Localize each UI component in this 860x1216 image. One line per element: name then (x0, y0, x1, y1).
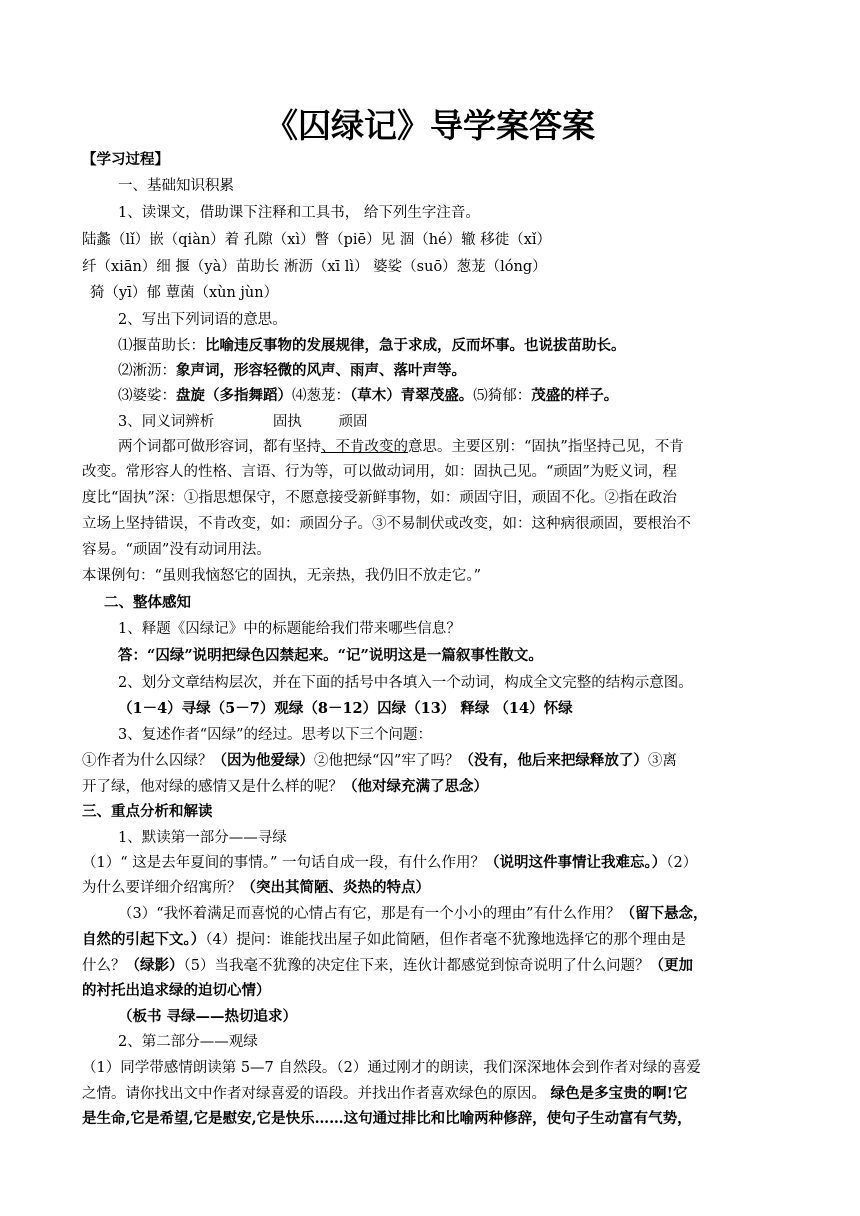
pinyin-line-2: 纤（xiān）细 揠（yà）苗助长 淅沥（xī lì） 婆娑（suō）葱茏（lóng） (82, 259, 547, 275)
part1-line-3 (118, 903, 708, 925)
part2-line-3: 是生命,它是希望,它是慰安,它是快乐……这句通过排比和比喻两种修辞，使句子生动富有气势， (82, 1110, 692, 1127)
part1-line-4 (82, 929, 686, 951)
definition-5-answer: 茂盛的样子。 (531, 387, 619, 404)
synonym-paragraph-line-5: 容易。“顽固”没有动词用法。 (82, 542, 271, 558)
definition-2 (118, 360, 466, 382)
section1-question2: 2、写出下列词语的意思。 (118, 312, 287, 328)
section2-question1: 1、释题《囚绿记》中的标题能给我们带来哪些信息？ (118, 621, 461, 637)
synonym-paragraph-line-2: 改变。常形容人的性格、言语、行为等，可以做动词用，如：固执己见。“顽固”为贬义词，程 (82, 464, 677, 480)
definition-1 (118, 335, 626, 357)
underlined-segment: 、不肯改变的 (321, 439, 408, 455)
text-segment: ②他把绿“囚”牢了吗？ (314, 753, 460, 769)
document-title: 《囚绿记》导学案答案 (265, 106, 595, 145)
text-segment: （2） (666, 855, 698, 871)
part2-title: 2、第二部分——观绿 (118, 1034, 258, 1050)
section3-heading: 三、重点分析和解读 (82, 803, 213, 820)
definition-4-answer: （草木）青翠茂盛。 (350, 387, 474, 404)
synonym-paragraph-line-3: 度比“固执”深：①指思想保守，不愿意接受新鲜事物，如：顽固守旧，顽固不化。②指在政治 (82, 490, 677, 506)
text-segment: 之情。请你找出文中作者对绿喜爱的语段。并找出作者喜欢绿色的原因。 (82, 1086, 551, 1102)
board-note: （板书 寻绿——热切追求） (118, 1008, 298, 1025)
definition-3-answer: 盘旋（多指舞蹈） (176, 387, 292, 404)
definition-2-label: ⑵淅沥： (118, 363, 176, 379)
text-segment: （5）当我毫不犹豫的决定住下来，连伙计都感觉到惊奇说明了什么问题？ (183, 958, 650, 974)
answer-segment: 自然的引起下文。） (82, 931, 206, 948)
synonym-word-1: 固执 (272, 414, 302, 430)
definitions-3-5 (118, 385, 618, 407)
synonym-question: 3、同义词辨析 (118, 414, 215, 430)
text-segment: ③离 (647, 753, 677, 769)
section1-question3 (118, 411, 367, 433)
section1-question1: 1、读课文，借助课下注释和工具书， 给下列生字注音。 (118, 205, 480, 221)
answer-segment: （突出其简陋、炎热的特点） (241, 879, 430, 896)
answer-segment: （更加 (649, 957, 693, 974)
definition-5-label: ⑸猗郁： (473, 388, 532, 404)
part1-title: 1、默读第一部分——寻绿 (118, 830, 287, 846)
answer-segment: （说明这件事情让我难忘。） (485, 854, 667, 871)
text-segment: 两个词都可做形容词，都有坚持 (118, 439, 321, 455)
definition-1-answer: 比喻违反事物的发展规律，急于求成，反而坏事。也说拔苗助长。 (205, 337, 626, 354)
part1-line-1 (82, 852, 697, 874)
definition-1-label: ⑴揠苗助长： (118, 338, 205, 354)
pinyin-line-1: 陆蠡（lǐ）嵌（qiàn）着 孔隙（xì）瞥（piē）见 涸（hé）辙 移徙（xǐ） (82, 232, 552, 248)
answer-segment: 绿色是多宝贵的啊!它 (550, 1085, 688, 1102)
answer-segment: （他对绿充满了思念） (343, 778, 488, 795)
text-segment: 为什么要详细介绍寓所？ (82, 880, 242, 896)
part1-line-2 (82, 877, 430, 899)
part2-line-1: （1）同学带感情朗读第 5—7 自然段。（2）通过刚才的朗读，我们深深地体会到作者对绿的喜爱 (82, 1060, 701, 1076)
answer-segment: （留下悬念， (620, 905, 708, 922)
text-segment: （4）提问：谁能找出屋子如此简陋，但作者毫不犹豫地选择它的那个理由是 (205, 932, 686, 948)
synonym-word-2: 顽固 (338, 414, 368, 430)
section2-q3-line-1 (82, 750, 677, 772)
section2-question3: 3、复述作者“囚绿”的经过。思考以下三个问题： (118, 727, 433, 743)
text-segment: ①作者为什么囚绿？ (82, 753, 213, 769)
synonym-paragraph-line-4: 立场上坚持错误，不肯改变，如：顽固分子。③不易制伏或改变，如：这种病很顽固，要根治不 (82, 516, 691, 532)
part2-line-2 (82, 1083, 687, 1105)
synonym-paragraph-line-1 (118, 436, 684, 458)
text-segment: 意思。主要区别：“固执”指坚持己见，不肯 (408, 439, 684, 455)
answer-segment: （绿影） (125, 957, 184, 974)
text-segment: （1）“ 这是去年夏间的事情。” 一句话自成一段，有什么作用？ (82, 855, 486, 871)
part1-line-6: 的衬托出追求绿的迫切心情） (82, 982, 271, 999)
example-sentence: 本课例句：“虽则我恼怒它的固执，无亲热，我仍旧不放走它。” (82, 568, 482, 584)
definition-4-label: ⑷葱茏： (292, 388, 350, 404)
section2-answer1: 答：“囚绿”说明把绿色囚禁起来。“记”说明这是一篇叙事性散文。 (118, 647, 543, 664)
definition-3-label: ⑶婆娑： (118, 388, 176, 404)
answer-segment: （没有，他后来把绿释放了） (459, 752, 648, 769)
answer-segment: （因为他爱绿） (212, 752, 314, 769)
section1-heading: 一、基础知识积累 (118, 178, 234, 194)
learning-process-heading: 【学习过程】 (82, 151, 169, 168)
section2-heading: 二、整体感知 (104, 594, 191, 611)
section2-q3-line-2 (82, 776, 488, 798)
definition-2-answer: 象声词，形容轻微的风声、雨声、落叶声等。 (176, 362, 466, 379)
text-segment: 什么？ (82, 958, 126, 974)
part1-line-5 (82, 955, 693, 977)
text-segment: 开了绿，他对绿的感情又是什么样的呢？ (82, 779, 343, 795)
structure-answer: （1－4）寻绿（5－7）观绿（8－12）囚绿（13） 释绿 （14）怀绿 (118, 700, 573, 717)
text-segment: （3）“我怀着满足而喜悦的心情占有它，那是有一个小小的理由”有什么作用？ (118, 906, 621, 922)
pinyin-line-3: 猗（yī）郁 蕈菌（xùn jùn） (90, 285, 279, 301)
section2-question2: 2、划分文章结构层次，并在下面的括号中各填入一个动词，构成全文完整的结构示意图。 (118, 675, 693, 691)
